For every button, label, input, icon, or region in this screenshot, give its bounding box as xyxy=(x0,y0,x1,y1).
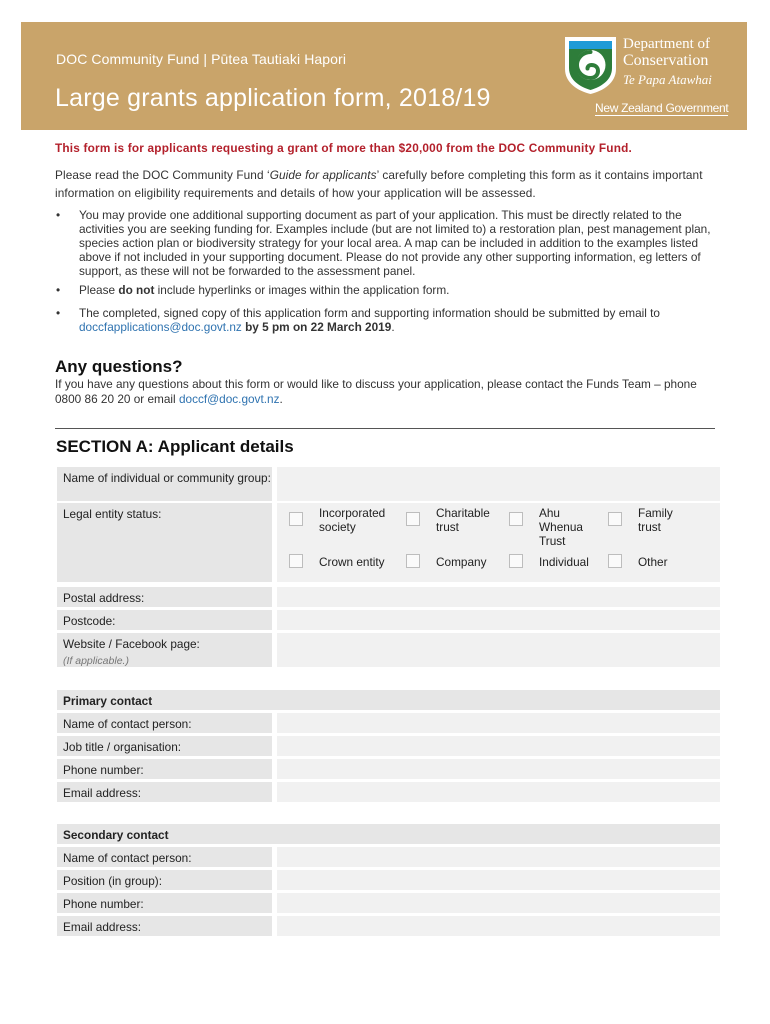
website-note: (If applicable.) xyxy=(63,655,129,667)
questions-heading: Any questions? xyxy=(55,357,183,376)
bullet-icon: • xyxy=(56,208,61,222)
individual-checkbox[interactable] xyxy=(509,554,523,568)
secondary-position-label: Position (in group): xyxy=(57,870,272,890)
section-a-heading: SECTION A: Applicant details xyxy=(56,437,294,456)
website-label xyxy=(57,633,272,667)
charitable-trust-checkbox[interactable] xyxy=(406,512,420,526)
website-label-text: Website / Facebook page: xyxy=(63,637,200,651)
primary-phone-field[interactable] xyxy=(277,759,720,779)
intro-paragraph xyxy=(55,166,715,202)
header-banner xyxy=(21,22,747,130)
individual-label: Individual xyxy=(539,555,589,569)
family-trust-label: Family trust xyxy=(638,506,673,534)
postal-address-field[interactable] xyxy=(277,587,720,607)
instructions-list xyxy=(55,208,720,339)
primary-phone-label: Phone number: xyxy=(57,759,272,779)
list-item xyxy=(55,283,720,297)
secondary-email-label: Email address: xyxy=(57,916,272,936)
questions-end: . xyxy=(279,391,283,406)
eligibility-warning: This form is for applicants requesting a grant of more than $20,000 from the DOC Community Fund. xyxy=(55,141,633,155)
bullet-text: The completed, signed copy of this application form and supporting information should be submitted by email to xyxy=(79,306,660,320)
primary-job-field[interactable] xyxy=(277,736,720,756)
bullet-text: . xyxy=(391,320,395,334)
secondary-name-field[interactable] xyxy=(277,847,720,867)
secondary-contact-heading: Secondary contact xyxy=(57,824,720,844)
questions-text xyxy=(55,377,725,406)
secondary-position-field[interactable] xyxy=(277,870,720,890)
primary-job-label: Job title / organisation: xyxy=(57,736,272,756)
name-field[interactable] xyxy=(277,467,720,501)
secondary-email-field[interactable] xyxy=(277,916,720,936)
postcode-label: Postcode: xyxy=(57,610,272,630)
primary-email-label: Email address: xyxy=(57,782,272,802)
primary-name-field[interactable] xyxy=(277,713,720,733)
ahu-whenua-trust-checkbox[interactable] xyxy=(509,512,523,526)
page-title: Large grants application form, 2018/19 xyxy=(55,84,491,112)
secondary-phone-label: Phone number: xyxy=(57,893,272,913)
incorporated-society-checkbox[interactable] xyxy=(289,512,303,526)
doc-logo xyxy=(563,32,743,124)
questions-body: If you have any questions about this form or would like to discuss your application, please contact the Funds Team – phone 0800 86 20 20 or email xyxy=(55,377,697,406)
bullet-text: You may provide one additional supporting document as part of your application. This must be directly related to the activities you are seeking funding for. Examples include (but are not limited to) a restoration plan, pest management plan, species action plan or biodiversity strategy for your local area. A map can be included in addition to the examples listed above if not included in your supporting document. Please do not provide any other supporting information, eg letters of support, as these will not be forwarded to the assessment panel. xyxy=(79,208,711,278)
ahu-whenua-trust-label: Ahu Whenua Trust xyxy=(539,506,583,548)
list-item xyxy=(55,208,720,278)
bullet-text: include hyperlinks or images within the application form. xyxy=(154,283,450,297)
company-checkbox[interactable] xyxy=(406,554,420,568)
name-label: Name of individual or community group: xyxy=(57,467,272,501)
secondary-name-label: Name of contact person: xyxy=(57,847,272,867)
section-divider xyxy=(55,428,715,429)
header-subtitle: DOC Community Fund | Pūtea Tautiaki Hapori xyxy=(56,51,347,67)
other-label: Other xyxy=(638,555,668,569)
other-checkbox[interactable] xyxy=(608,554,622,568)
primary-email-field[interactable] xyxy=(277,782,720,802)
intro-text: Please read the DOC Community Fund ‘ xyxy=(55,168,270,182)
charitable-trust-label: Charitable trust xyxy=(436,506,490,534)
crown-entity-label: Crown entity xyxy=(319,555,385,569)
website-field[interactable] xyxy=(277,633,720,667)
deadline: by 5 pm on 22 March 2019 xyxy=(241,320,392,334)
postcode-field[interactable] xyxy=(277,610,720,630)
guide-title: Guide for applicants xyxy=(269,168,377,182)
logo-line-3: Te Papa Atawhai xyxy=(623,72,712,87)
incorporated-society-label: Incorporated society xyxy=(319,506,386,534)
applications-email-link[interactable]: doccfapplications@doc.govt.nz xyxy=(79,320,242,334)
primary-name-label: Name of contact person: xyxy=(57,713,272,733)
bullet-icon: • xyxy=(56,306,61,320)
doc-logo-icon xyxy=(563,35,618,95)
legal-status-label: Legal entity status: xyxy=(57,503,272,582)
bullet-text: Please xyxy=(79,283,119,297)
intro-text-cont: ’ carefully before completing this form as it contains important information on eligibility requirements and details of how your application will be assessed. xyxy=(55,168,703,200)
logo-line-1: Department of xyxy=(623,36,711,52)
family-trust-checkbox[interactable] xyxy=(608,512,622,526)
crown-entity-checkbox[interactable] xyxy=(289,554,303,568)
list-item xyxy=(55,306,720,334)
postal-address-label: Postal address: xyxy=(57,587,272,607)
primary-contact-heading: Primary contact xyxy=(57,690,720,710)
secondary-phone-field[interactable] xyxy=(277,893,720,913)
bullet-icon: • xyxy=(56,283,61,297)
bullet-emphasis: do not xyxy=(118,283,155,297)
funds-email-link[interactable]: doccf@doc.govt.nz xyxy=(178,391,280,406)
logo-line-2: Conservation xyxy=(623,52,709,69)
nz-government-logo: New Zealand Government xyxy=(595,101,729,115)
company-label: Company xyxy=(436,555,487,569)
